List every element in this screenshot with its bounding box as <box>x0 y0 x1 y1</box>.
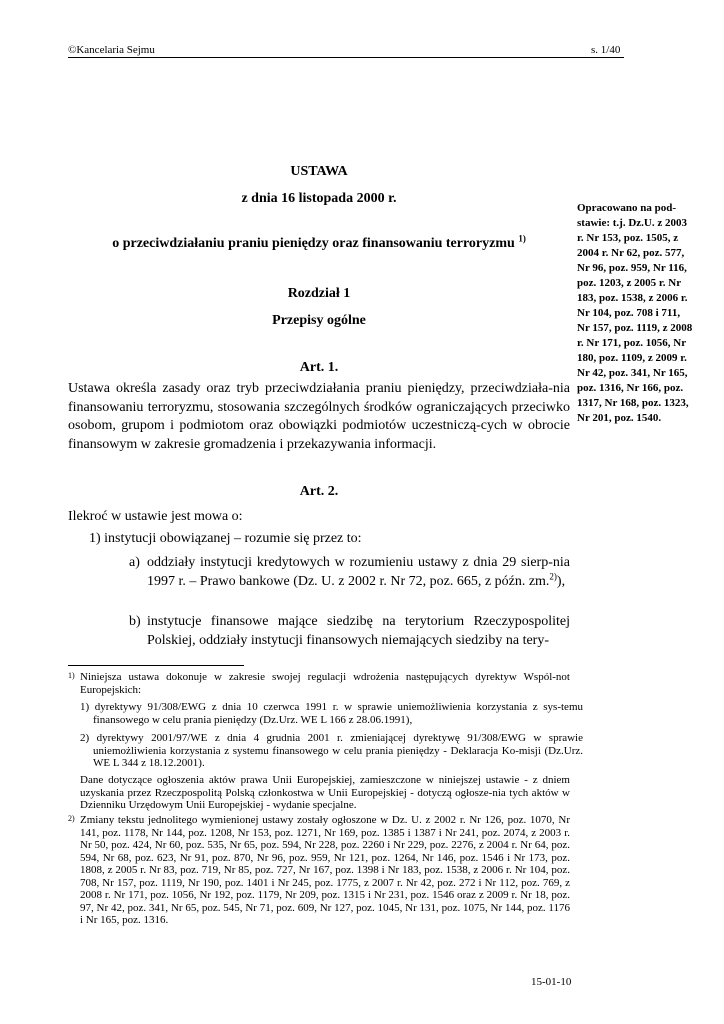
footnote-2-mark: 2) <box>68 814 75 823</box>
item-a-label: a) <box>129 555 140 570</box>
footnote-1-mark: 1) <box>68 671 75 680</box>
footnote-1-item-2: 2) dyrektywy 2001/97/WE z dnia 4 grudnia 2001 r. zmieniającej dyrektywę 91/308/EWG w sprawie uniemożliwienia korzystania z systemu finansowego w celu prania pieniędzy - Deklaracja Ko-misji (Dz.Urz. WE L 344 z 18.12.2001). <box>80 732 583 769</box>
document-type: USTAWA <box>290 164 348 179</box>
title-footnote-ref[interactable]: 1) <box>518 233 526 244</box>
chapter-heading: Rozdział 1 <box>287 286 351 301</box>
item-b-text: instytucje finansowe mające siedzibę na terytorium Rzeczypospolitej Polskiej, oddziały instytucji finansowych niemających siedziby na tery- <box>147 614 570 648</box>
document-title-text: o przeciwdziałaniu praniu pieniędzy oraz finansowaniu terroryzmu <box>112 236 515 251</box>
article-2-item-1a <box>129 554 570 614</box>
document-title <box>68 233 570 252</box>
item-a-body: oddziały instytucji kredytowych w rozumieniu ustawy z dnia 29 sierp-nia 1997 r. – Prawo bankowe (Dz. U. z 2002 r. Nr 72, poz. 665, z późn. zm. <box>147 555 570 589</box>
article-2-item-1b <box>129 613 570 653</box>
footnote-2-text: Zmiany tekstu jednolitego wymienionej ustawy zostały ogłoszone w Dz. U. z 2002 r. Nr 126, poz. 1070, Nr 141, poz. 1178, Nr 144, poz. 1208, Nr 153, poz. 1271, Nr 169, poz. 1385 i 1387 i Nr 241, poz. 2074, z 2003 r. Nr 50, poz. 424, Nr 60, poz. 535, Nr 65, poz. 594, Nr 228, poz. 2260 i Nr 229, poz. 2276, z 2004 r. Nr 64, poz. 594, Nr 68, poz. 623, Nr 91, poz. 870, Nr 96, poz. 959, Nr 121, poz. 1264, Nr 146, poz. 1546 i Nr 173, poz. 1808, z 2005 r. Nr 83, poz. 719, Nr 85, poz. 727, Nr 167, poz. 1398 i Nr 183, poz. 1538, z 2006 r. Nr 104, poz. 708, Nr 157, poz. 1119, Nr 190, poz. 1401 i Nr 245, poz. 1775, z 2007 r. Nr 42, poz. 272 i Nr 112, poz. 769, z 2008 r. Nr 171, poz. 1056, Nr 192, poz. 1179, Nr 209, poz. 1315 i Nr 231, poz. 1546 oraz z 2009 r. Nr 18, poz. 97, Nr 42, poz. 341, Nr 65, poz. 545, Nr 71, poz. 609, Nr 127, poz. 1045, Nr 131, poz. 1075, Nr 144, poz. 1176 i Nr 165, poz. 1316. <box>80 814 570 926</box>
article-2-heading: Art. 2. <box>299 484 339 499</box>
footnote-1-text: Niniejsza ustawa dokonuje w zakresie swojej regulacji wdrożenia następujących dyrektyw Wspól-not Europejskich: <box>80 671 570 696</box>
item-b-label: b) <box>129 614 141 629</box>
source-note: Opracowano na pod-stawie: t.j. Dz.U. z 2003 r. Nr 153, poz. 1505, z 2004 r. Nr 62, poz. 577, Nr 96, poz. 959, Nr 116, poz. 1203, z 2005 r. Nr 183, poz. 1538, z 2006 r. Nr 104, poz. 708 i 711, Nr 157, poz. 1119, z 2008 r. Nr 171, poz. 1056, Nr 180, poz. 1109, z 2009 r. Nr 42, poz. 341, Nr 165, poz. 1316, Nr 166, poz. 1317, Nr 168, poz. 1323, Nr 201, poz. 1540. <box>577 202 693 424</box>
item-a-end: ), <box>556 573 566 589</box>
article-1-text: Ustawa określa zasady oraz tryb przeciwdziałania praniu pieniędzy, przeciwdziała-nia finansowaniu terroryzmu, stosowania szczególnych środków ograniczających przeciwko osobom, grupom i podmiotom oraz obowiązki podmiotów uczestniczą-cych w obrocie finansowym w zakresie gromadzenia i przekazywania informacji. <box>68 381 570 452</box>
article-2-intro: Ilekroć w ustawie jest mowa o: <box>68 509 243 524</box>
header-divider <box>68 57 624 58</box>
item-a-footnote-ref[interactable]: 2) <box>549 570 557 581</box>
article-2-item-1: 1) instytucji obowiązanej – rozumie się przez to: <box>89 531 362 546</box>
footnote-1-item-1: 1) dyrektywy 91/308/EWG z dnia 10 czerwca 1991 r. w sprawie uniemożliwienia korzystania z sys-temu finansowego w celu prania pieniędzy (Dz.Urz. WE L 166 z 28.06.1991), <box>80 701 583 726</box>
item-a-text <box>147 554 570 591</box>
footnote-divider <box>68 665 244 666</box>
document-date: z dnia 16 listopada 2000 r. <box>241 191 397 206</box>
header-page-number: s. 1/40 <box>591 44 621 56</box>
chapter-title: Przepisy ogólne <box>272 313 366 328</box>
article-1-heading: Art. 1. <box>299 360 339 375</box>
header-publisher: ©Kancelaria Sejmu <box>68 44 155 56</box>
footnote-1-note: Dane dotyczące ogłoszenia aktów prawa Unii Europejskiej, zamieszczone w niniejszej ustawie - z dniem uzyskania przez Rzeczpospolitą Polską członkostwa w Unii Europejskiej - dotyczą ogłosze-nia tych aktów w Dzienniku Urzędowym Unii Europejskiej - wydanie specjalne. <box>80 774 570 811</box>
footer-date: 15-01-10 <box>531 976 572 988</box>
